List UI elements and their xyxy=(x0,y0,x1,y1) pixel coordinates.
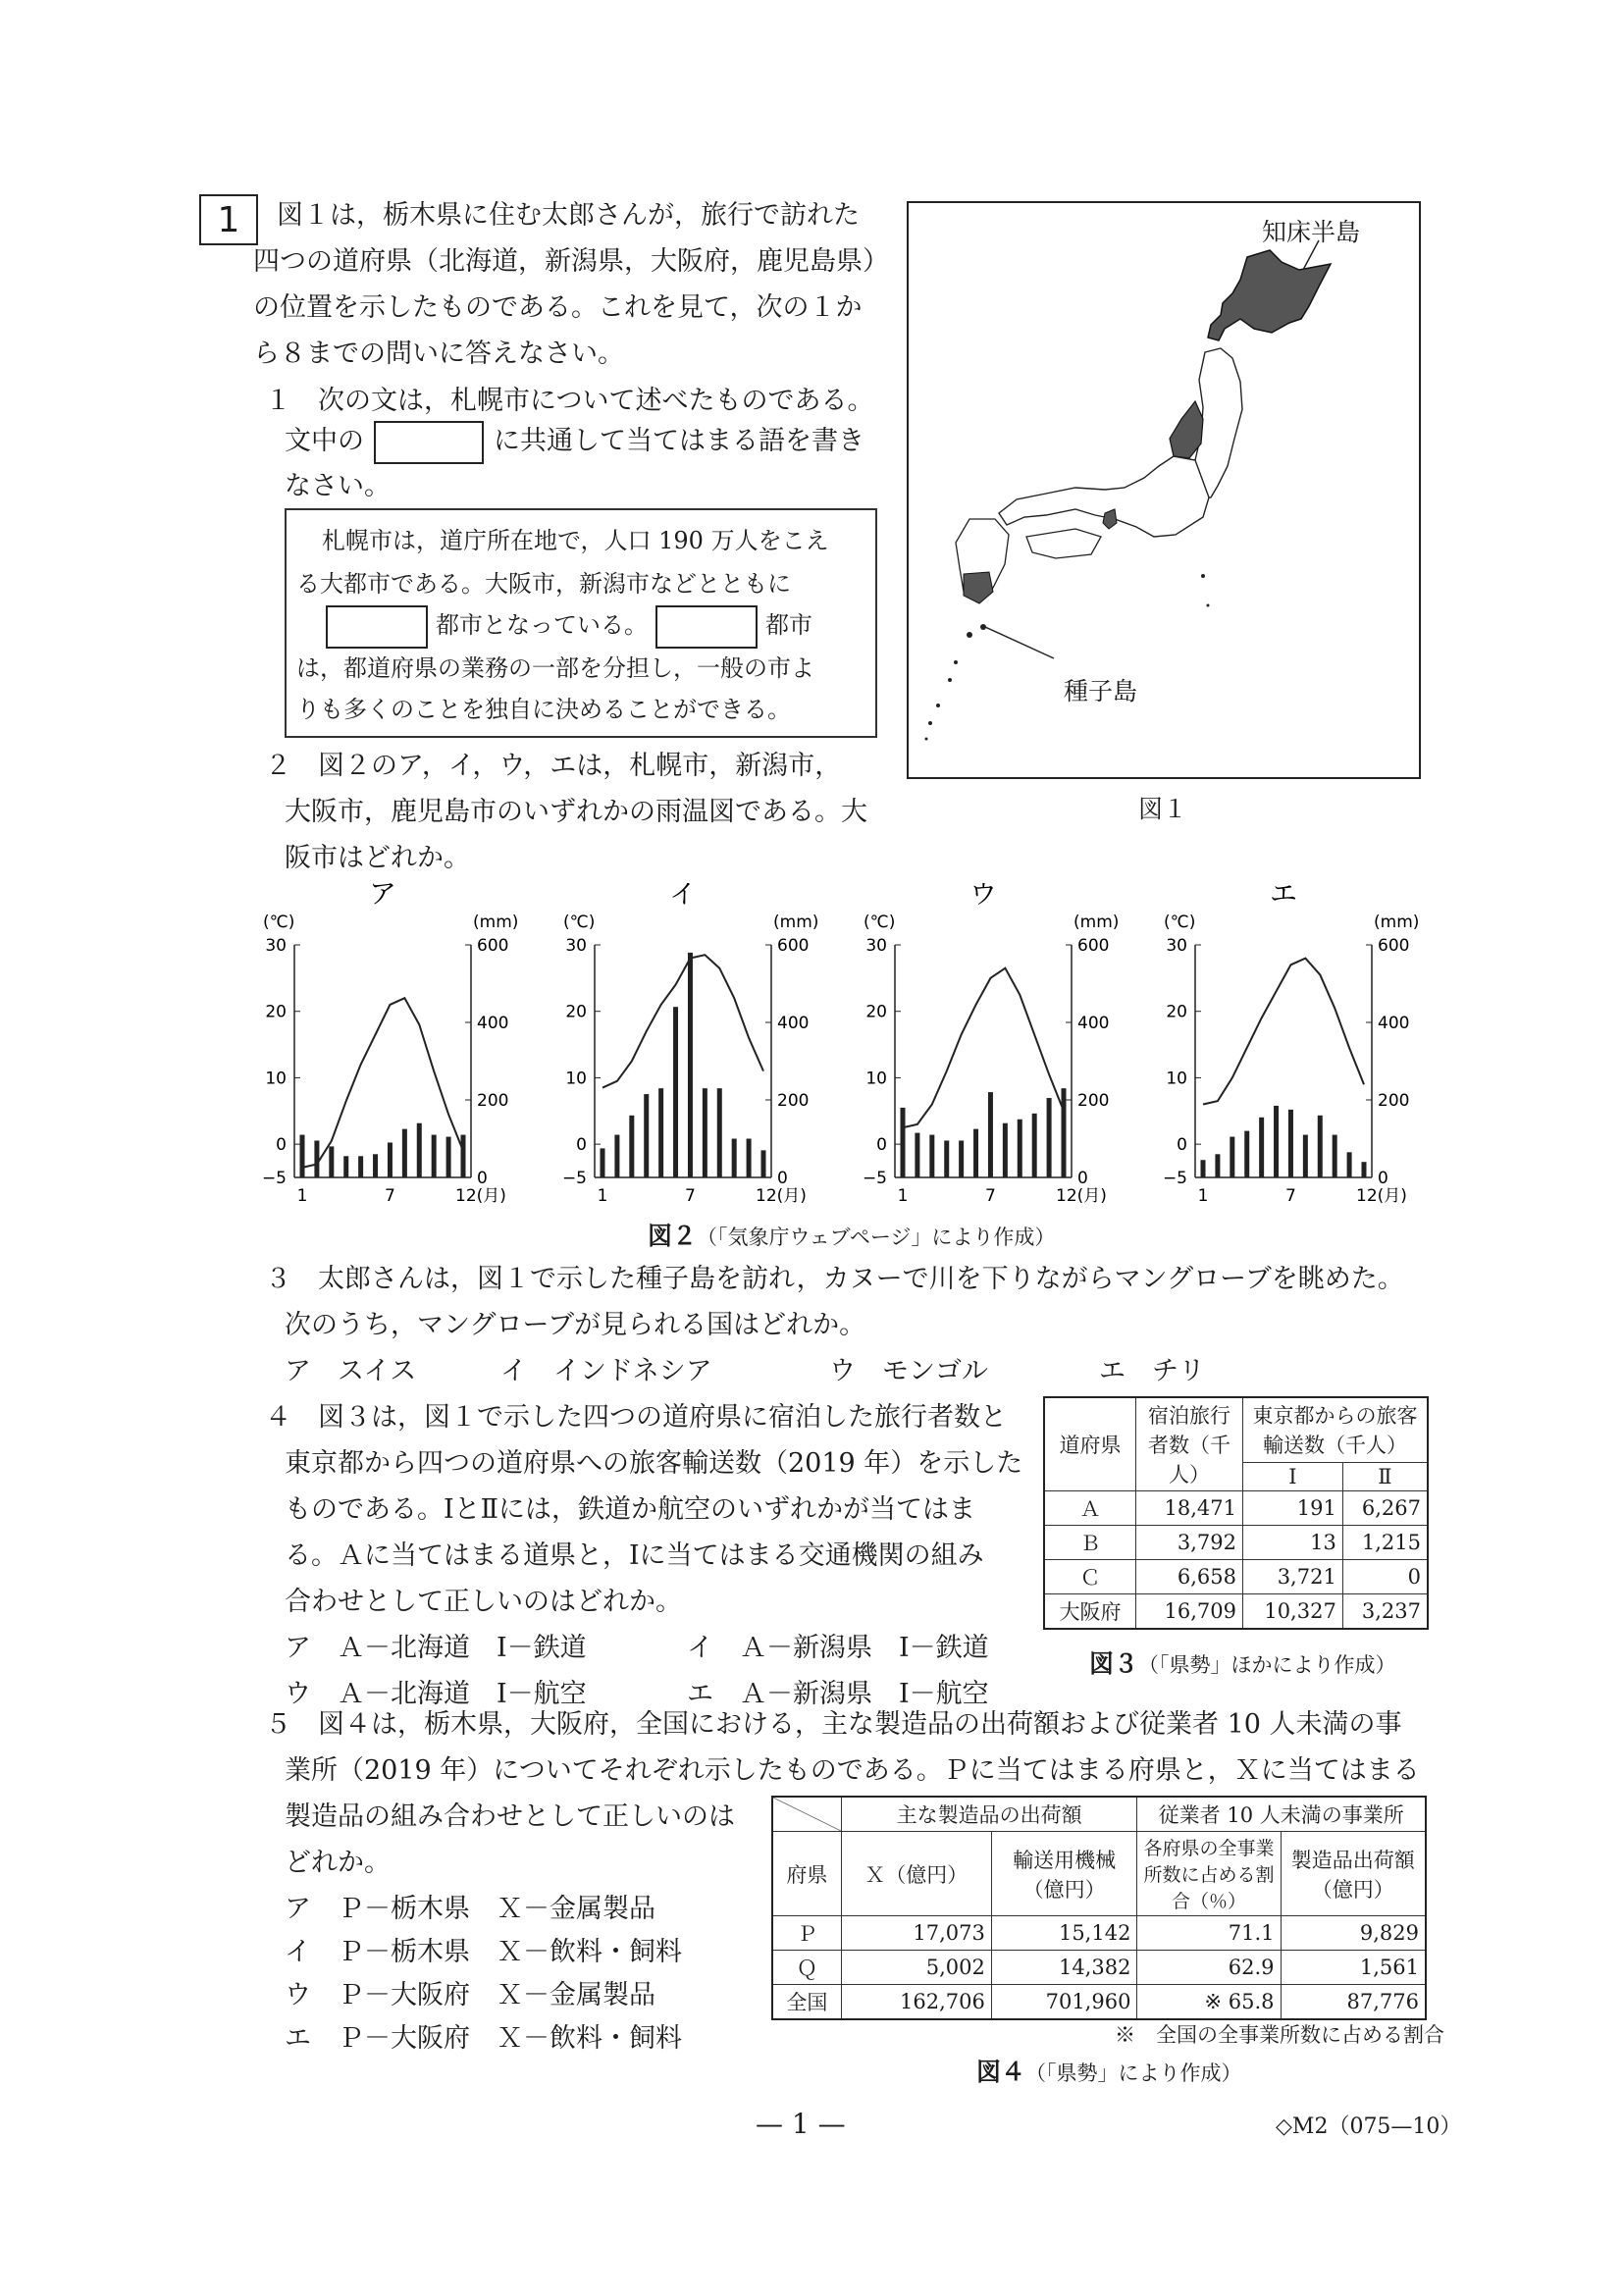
t3-header-transport: 東京都からの旅客輸送数（千人） xyxy=(1243,1397,1429,1462)
q4-option-u: ウ Ａ－北海道 Ⅰ－航空 xyxy=(285,1679,587,1709)
chart-title: イ xyxy=(668,883,698,910)
precipitation-bar xyxy=(1244,1131,1249,1177)
exam-code: ◇M2（075—10） xyxy=(1276,2114,1462,2139)
q5-option-i: イ Ｐ－栃木県 Ｘ－飲料・飼料 xyxy=(285,1937,682,1967)
figure1-caption: 図１ xyxy=(1138,795,1188,823)
t3-cell-stay: 16,709 xyxy=(1136,1594,1243,1630)
precipitation-bar xyxy=(1201,1160,1206,1177)
temp-tick-label: 10 xyxy=(265,1069,287,1089)
q1-line-2b: に共通して当てはまる語を書き xyxy=(494,426,864,456)
precipitation-bar xyxy=(1032,1114,1037,1177)
table-row xyxy=(1044,1560,1428,1594)
label-shiretoko: 知床半島 xyxy=(1262,218,1361,246)
precip-unit-label: (mm) xyxy=(773,913,819,932)
precipitation-bar xyxy=(1347,1152,1352,1177)
intro-line-1: 図１は，栃木県に住む太郎さんが，旅行で訪れた xyxy=(277,200,860,231)
t3-cell-I: 3,721 xyxy=(1243,1560,1343,1594)
temp-tick-label: 0 xyxy=(1177,1135,1187,1156)
question-number: 1 xyxy=(199,194,258,245)
t4-cell-ratio: ※ 65.8 xyxy=(1137,1985,1281,2020)
chart-title: ウ xyxy=(969,883,998,910)
precipitation-bar xyxy=(358,1156,363,1177)
temp-unit-label: (℃) xyxy=(1164,913,1196,932)
precipitation-bar xyxy=(446,1137,451,1177)
q3-line-2: 次のうち，マングローブが見られる国はどれか。 xyxy=(285,1310,866,1340)
x-tick-label: 7 xyxy=(985,1186,996,1206)
precip-tick-label: 600 xyxy=(477,936,509,956)
q4-line-3: ものである。ⅠとⅡには，鉄道か航空のいずれかが当てはま xyxy=(285,1494,976,1525)
precip-tick-label: 600 xyxy=(1378,936,1410,956)
figure3-source: （「県勢」ほかにより作成） xyxy=(1138,1653,1396,1677)
temp-tick-label: 20 xyxy=(565,1002,587,1022)
intro-line-4: ら８までの問いに答えなさい。 xyxy=(253,339,624,369)
precipitation-bar xyxy=(402,1129,407,1177)
t3-cell-I: 191 xyxy=(1243,1491,1343,1526)
q5-line-3: 製造品の組み合わせとして正しいのは xyxy=(285,1801,735,1832)
page-number: — 1 — xyxy=(756,2108,846,2140)
precipitation-bar xyxy=(1288,1110,1293,1177)
figure3-caption xyxy=(1089,1644,1396,1680)
q4-option-i: イ Ａ－新潟県 Ⅰ－鉄道 xyxy=(687,1633,989,1663)
q4-option-e: エ Ａ－新潟県 Ⅰ－航空 xyxy=(687,1679,989,1709)
figure2-label: 図２ xyxy=(648,1222,698,1250)
t4-cell-x: 5,002 xyxy=(841,1951,991,1985)
temperature-line xyxy=(1203,959,1364,1105)
x-tick-label: 1 xyxy=(296,1186,308,1206)
temp-tick-label: 30 xyxy=(865,936,887,956)
answer-blank xyxy=(374,421,484,464)
climate-charts xyxy=(250,883,1428,1217)
table-row xyxy=(1044,1491,1428,1526)
q1-line-2 xyxy=(285,418,864,464)
hokkaido-shape xyxy=(1208,250,1331,340)
japan-map-drawing xyxy=(909,203,1419,777)
t4-cell-output: 1,561 xyxy=(1281,1951,1426,1985)
precipitation-bar xyxy=(673,1007,678,1177)
t4-cell-x: 17,073 xyxy=(841,1916,991,1951)
table-row xyxy=(772,1951,1426,1985)
precipitation-bar xyxy=(1274,1106,1279,1177)
t3-header-pref: 道府県 xyxy=(1044,1397,1136,1491)
shikoku-shape xyxy=(1026,529,1101,558)
q2-line-2: 大阪市，鹿児島市のいずれかの雨温図である。大 xyxy=(285,797,867,827)
label-tanegashima: 種子島 xyxy=(1064,677,1138,705)
q5-option-a: ア Ｐ－栃木県 Ｘ－金属製品 xyxy=(285,1894,655,1924)
precipitation-bar xyxy=(432,1135,437,1177)
box-line-2: る大都市である。大阪市，新潟市などとともに xyxy=(296,570,791,598)
q5-option-u: ウ Ｐ－大阪府 Ｘ－金属製品 xyxy=(285,1980,655,2010)
t4-cell-output: 9,829 xyxy=(1281,1916,1426,1951)
t3-cell-pref: 大阪府 xyxy=(1044,1594,1136,1630)
t4-cell-x: 162,706 xyxy=(841,1985,991,2020)
precip-tick-label: 200 xyxy=(1378,1091,1410,1111)
temp-tick-label: 10 xyxy=(865,1069,887,1089)
q5-line-4: どれか。 xyxy=(285,1848,391,1878)
t3-header-I: Ⅰ xyxy=(1243,1462,1343,1490)
temp-tick-label: 10 xyxy=(565,1069,587,1089)
answer-blank xyxy=(655,605,758,649)
q4-option-a: ア Ａ－北海道 Ⅰ－鉄道 xyxy=(285,1633,587,1663)
temp-tick-label: 0 xyxy=(876,1135,887,1156)
t4-corner xyxy=(772,1797,841,1832)
kagoshima-shape xyxy=(964,572,993,603)
t3-cell-pref: Ｃ xyxy=(1044,1560,1136,1594)
temperature-line xyxy=(302,998,463,1168)
precipitation-bar xyxy=(915,1133,919,1177)
precipitation-bar xyxy=(314,1140,319,1177)
x-tick-label: 7 xyxy=(385,1186,395,1206)
t4-header-pref: 府県 xyxy=(772,1832,841,1916)
q2-line-1: ２ 図２のア，イ，ウ，エは，札幌市，新潟市， xyxy=(265,751,842,781)
precipitation-bar xyxy=(944,1140,949,1177)
box-line-3a: 都市となっている。 xyxy=(436,611,648,639)
figure2-caption xyxy=(648,1217,1055,1252)
precipitation-bar xyxy=(1003,1123,1008,1177)
figure4-table xyxy=(771,1796,1427,2020)
t4-header-transport: 輸送用機械（億円） xyxy=(991,1832,1137,1916)
box-line-3 xyxy=(318,602,812,649)
answer-blank xyxy=(326,605,428,649)
precip-unit-label: (mm) xyxy=(473,913,519,932)
q1-line-1: １ 次の文は，札幌市について述べたものである。 xyxy=(265,386,874,416)
precipitation-bar xyxy=(343,1156,348,1177)
temp-unit-label: (℃) xyxy=(563,913,596,932)
precipitation-bar xyxy=(703,1088,707,1177)
table-row xyxy=(772,1985,1426,2020)
figure3-table xyxy=(1043,1396,1429,1630)
precipitation-bar xyxy=(1362,1162,1367,1177)
intro-line-3: の位置を示したものである。これを見て，次の１か xyxy=(253,292,863,323)
t4-header-x: Ｘ（億円） xyxy=(841,1832,991,1916)
precipitation-bar xyxy=(329,1146,334,1177)
precipitation-bar xyxy=(1230,1137,1234,1177)
q1-line-3: なさい。 xyxy=(285,471,391,501)
x-tick-label: 1 xyxy=(1197,1186,1209,1206)
q5-line-2: 業所（2019 年）についてそれぞれ示したものである。Ｐに当てはまる府県と，Ｘに当てはまる xyxy=(285,1755,1420,1786)
precip-tick-label: 0 xyxy=(1378,1169,1388,1188)
q5-line-1: ５ 図４は，栃木県，大阪府，全国における，主な製造品の出荷額および従業者 10 人未満の事 xyxy=(265,1709,1402,1740)
q3-option-i: イ インドネシア xyxy=(500,1356,712,1386)
t3-cell-stay: 6,658 xyxy=(1136,1560,1243,1594)
t3-cell-pref: Ａ xyxy=(1044,1491,1136,1526)
x-tick-label: 1 xyxy=(897,1186,909,1206)
q4-line-1: ４ 図３は，図１で示した四つの道府県に宿泊した旅行者数と xyxy=(265,1402,1007,1433)
precip-tick-label: 600 xyxy=(777,936,810,956)
temperature-line xyxy=(602,955,763,1087)
precipitation-bar xyxy=(1318,1116,1323,1177)
chart-title: エ xyxy=(1269,883,1298,910)
t3-cell-II: 6,267 xyxy=(1342,1491,1428,1526)
precipitation-bar xyxy=(300,1135,305,1177)
precipitation-bar xyxy=(761,1150,766,1177)
precipitation-bar xyxy=(373,1154,378,1177)
precip-tick-label: 400 xyxy=(1077,1014,1110,1033)
precipitation-bar xyxy=(747,1139,752,1178)
precipitation-bar xyxy=(1333,1135,1337,1177)
precipitation-bar xyxy=(1215,1154,1220,1177)
t4-cell-transport: 701,960 xyxy=(991,1985,1137,2020)
temp-tick-label: −5 xyxy=(1162,1169,1187,1188)
temp-tick-label: −5 xyxy=(261,1169,287,1188)
x-tick-label: 7 xyxy=(685,1186,696,1206)
temp-tick-label: 0 xyxy=(276,1135,287,1156)
figure4-caption xyxy=(976,2053,1242,2088)
precipitation-bar xyxy=(973,1129,978,1177)
x-tick-label: 12(月) xyxy=(756,1186,807,1206)
t4-cell-ratio: 71.1 xyxy=(1137,1916,1281,1951)
precipitation-bar xyxy=(658,1088,663,1177)
precipitation-bar xyxy=(388,1142,393,1177)
box-line-3b: 都市 xyxy=(765,611,812,639)
temp-tick-label: 20 xyxy=(1166,1002,1187,1022)
q3-line-1: ３ 太郎さんは，図１で示した種子島を訪れ，カヌーで川を下りながらマングローブを眺めた。 xyxy=(265,1264,1404,1294)
precipitation-bar xyxy=(988,1092,993,1177)
temp-tick-label: −5 xyxy=(561,1169,587,1188)
precip-tick-label: 0 xyxy=(477,1169,488,1188)
temperature-line xyxy=(903,968,1064,1128)
temp-tick-label: 30 xyxy=(1166,936,1187,956)
precipitation-bar xyxy=(614,1135,619,1177)
precipitation-bar xyxy=(959,1140,964,1177)
figure4-note: ※ 全国の全事業所数に占める割合 xyxy=(1115,2023,1444,2047)
precip-tick-label: 200 xyxy=(477,1091,509,1111)
precip-tick-label: 400 xyxy=(777,1014,810,1033)
t4-cell-ratio: 62.9 xyxy=(1137,1951,1281,1985)
t3-cell-stay: 3,792 xyxy=(1136,1526,1243,1560)
t3-cell-II: 3,237 xyxy=(1342,1594,1428,1630)
t4-cell-pref: Ｑ xyxy=(772,1951,841,1985)
precip-tick-label: 600 xyxy=(1077,936,1110,956)
t3-cell-II: 0 xyxy=(1342,1560,1428,1594)
temp-tick-label: 30 xyxy=(265,936,287,956)
figure2-source: （「気象庁ウェブページ」により作成） xyxy=(697,1226,1056,1249)
x-tick-label: 7 xyxy=(1285,1186,1296,1206)
table-row xyxy=(772,1916,1426,1951)
x-tick-label: 12(月) xyxy=(455,1186,506,1206)
precip-tick-label: 200 xyxy=(777,1091,810,1111)
precipitation-bar xyxy=(461,1135,466,1177)
precip-tick-label: 200 xyxy=(1077,1091,1110,1111)
japan-map xyxy=(907,201,1421,779)
q4-line-2: 東京都から四つの道府県への旅客輸送数（2019 年）を示した xyxy=(285,1448,1023,1479)
q2-line-3: 阪市はどれか。 xyxy=(285,843,470,873)
table-row xyxy=(1044,1594,1428,1630)
q3-option-u: ウ モンゴル xyxy=(829,1356,988,1386)
t3-cell-II: 1,215 xyxy=(1342,1526,1428,1560)
temp-tick-label: 0 xyxy=(576,1135,587,1156)
box-line-4: は，都道府県の業務の一部を分担し，一般の市よ xyxy=(296,654,814,682)
precipitation-bar xyxy=(732,1139,737,1178)
precipitation-bar xyxy=(644,1094,649,1177)
figure3-label: 図３ xyxy=(1089,1649,1139,1678)
t4-header-ratio: 各府県の全事業所数に占める割合（％） xyxy=(1137,1832,1281,1916)
q5-option-e: エ Ｐ－大阪府 Ｘ－飲料・飼料 xyxy=(285,2023,682,2054)
precipitation-bar xyxy=(1047,1098,1052,1177)
box-line-5: りも多くのことを独自に決めることができる。 xyxy=(296,696,791,723)
q3-option-e: エ チリ xyxy=(1099,1356,1205,1386)
precipitation-bar xyxy=(1062,1088,1067,1177)
x-tick-label: 12(月) xyxy=(1356,1186,1407,1206)
t4-cell-pref: Ｐ xyxy=(772,1916,841,1951)
precip-unit-label: (mm) xyxy=(1374,913,1420,932)
t3-header-II: Ⅱ xyxy=(1342,1462,1428,1490)
precipitation-bar xyxy=(1303,1135,1308,1177)
precipitation-bar xyxy=(1259,1118,1264,1177)
t3-header-stay: 宿泊旅行者数（千人） xyxy=(1136,1397,1243,1491)
table-row xyxy=(1044,1526,1428,1560)
temp-tick-label: −5 xyxy=(862,1169,887,1188)
box-line-1: 札幌市は，道庁所在地で，人口 190 万人をこえ xyxy=(322,527,829,554)
precip-unit-label: (mm) xyxy=(1073,913,1120,932)
t4-cell-transport: 14,382 xyxy=(991,1951,1137,1985)
t4-cell-pref: 全国 xyxy=(772,1985,841,2020)
chart-title: ア xyxy=(368,883,397,910)
precipitation-bar xyxy=(929,1135,934,1177)
t4-cell-transport: 15,142 xyxy=(991,1916,1137,1951)
q4-line-5: 合わせとして正しいのはどれか。 xyxy=(285,1587,682,1617)
sapporo-textbox xyxy=(285,508,877,738)
precipitation-bar xyxy=(1018,1120,1022,1177)
q4-line-4: る。Ａに当てはまる道県と，Ⅰに当てはまる交通機関の組み xyxy=(285,1540,984,1571)
temp-tick-label: 20 xyxy=(865,1002,887,1022)
temp-tick-label: 20 xyxy=(265,1002,287,1022)
precip-tick-label: 400 xyxy=(477,1014,509,1033)
precipitation-bar xyxy=(601,1148,605,1177)
precip-tick-label: 0 xyxy=(1077,1169,1088,1188)
temp-unit-label: (℃) xyxy=(864,913,896,932)
intro-line-2: 四つの道府県（北海道，新潟県，大阪府，鹿児島県） xyxy=(253,246,889,277)
precipitation-bar xyxy=(901,1108,906,1177)
precipitation-bar xyxy=(717,1088,722,1177)
precip-tick-label: 0 xyxy=(777,1169,788,1188)
precipitation-bar xyxy=(629,1116,634,1177)
figure4-label: 図４ xyxy=(976,2058,1026,2086)
temp-unit-label: (℃) xyxy=(263,913,295,932)
figure4-source: （「県勢」により作成） xyxy=(1025,2061,1242,2085)
q3-option-a: ア スイス xyxy=(285,1356,417,1386)
precipitation-bar xyxy=(417,1123,422,1177)
temp-tick-label: 10 xyxy=(1166,1069,1187,1089)
t3-cell-I: 10,327 xyxy=(1243,1594,1343,1630)
t4-cell-output: 87,776 xyxy=(1281,1985,1426,2020)
climate-charts-svg xyxy=(250,883,1428,1217)
precipitation-bar xyxy=(688,953,693,1177)
t3-cell-I: 13 xyxy=(1243,1526,1343,1560)
precip-tick-label: 400 xyxy=(1378,1014,1410,1033)
t4-header-output: 製造品出荷額（億円） xyxy=(1281,1832,1426,1916)
t3-cell-pref: Ｂ xyxy=(1044,1526,1136,1560)
t4-header-ship: 主な製造品の出荷額 xyxy=(841,1797,1137,1832)
x-tick-label: 12(月) xyxy=(1056,1186,1107,1206)
x-tick-label: 1 xyxy=(597,1186,608,1206)
q1-line-2a: 文中の xyxy=(285,426,364,456)
t4-header-small: 従業者 10 人未満の事業所 xyxy=(1137,1797,1426,1832)
t3-cell-stay: 18,471 xyxy=(1136,1491,1243,1526)
temp-tick-label: 30 xyxy=(565,936,587,956)
